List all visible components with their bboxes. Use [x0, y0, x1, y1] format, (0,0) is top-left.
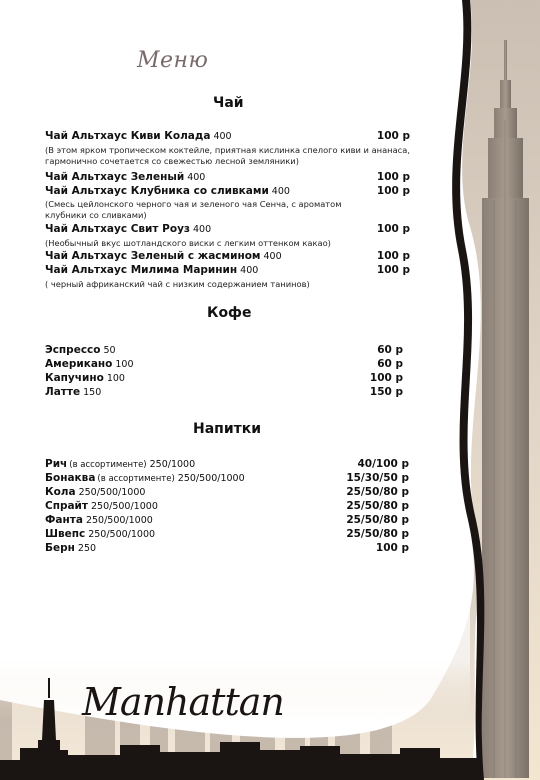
- item-price: 100 р: [369, 372, 403, 384]
- item-size: 400: [263, 251, 282, 262]
- item-name: Американо: [45, 358, 113, 370]
- item-price: 60 р: [377, 358, 403, 370]
- item-price: 100 р: [376, 130, 410, 142]
- menu-item: [45, 372, 403, 385]
- item-name: Бонаква: [45, 472, 96, 484]
- menu-item: [45, 250, 410, 263]
- menu-item: [45, 223, 410, 236]
- item-name: Фанта: [45, 514, 83, 526]
- item-price: 150 р: [369, 386, 403, 398]
- item-name: Капучино: [45, 372, 104, 384]
- item-size: 400: [193, 224, 212, 235]
- item-price: 25/50/80 р: [346, 514, 409, 526]
- item-size: 100: [106, 373, 125, 384]
- item-name: Чай Альтхаус Клубника со сливками: [45, 185, 269, 197]
- item-size: 250/500/1000: [177, 473, 245, 484]
- item-price: 100 р: [376, 264, 410, 276]
- item-price: 25/50/80 р: [346, 528, 409, 540]
- item-price: 100 р: [376, 185, 410, 197]
- item-price: 25/50/80 р: [346, 500, 409, 512]
- item-name: Латте: [45, 386, 81, 398]
- item-name: Кола: [45, 486, 76, 498]
- menu-item: [45, 542, 409, 555]
- item-size: 250: [77, 543, 97, 554]
- menu-item: [45, 344, 403, 357]
- menu-item: [45, 264, 410, 277]
- menu-item: [45, 185, 410, 198]
- item-price: 100 р: [375, 542, 409, 554]
- item-price: 25/50/80 р: [346, 486, 409, 498]
- item-description: (В этом ярком тропическом коктейле, приятная кислинка спелого киви и ананаса, гармонично сочетается со свежестью лесной земляники): [45, 145, 410, 166]
- menu-item: [45, 171, 410, 184]
- menu-item: [45, 386, 403, 399]
- item-name: Чай Альтхаус Зеленый с жасмином: [45, 250, 261, 262]
- item-price: 100 р: [376, 171, 410, 183]
- item-size: 250/500/1000: [78, 487, 146, 498]
- item-price: 40/100 р: [357, 458, 409, 470]
- item-name: Швепс: [45, 528, 86, 540]
- item-size: 250/500/1000: [85, 515, 153, 526]
- item-name: Чай Альтхаус Зеленый: [45, 171, 185, 183]
- coffee-heading: Кофе: [207, 305, 252, 321]
- item-size: 400: [187, 172, 206, 183]
- menu-item: [45, 130, 410, 143]
- item-size: 400: [213, 131, 232, 142]
- item-size: 250/500/1000: [88, 529, 156, 540]
- item-name: Берн: [45, 542, 75, 554]
- item-description: ( черный африканский чай с низким содержанием танинов): [45, 279, 310, 289]
- item-size: 250/1000: [149, 459, 196, 470]
- menu-item: [45, 472, 409, 485]
- item-size: 150: [83, 387, 102, 398]
- item-name: Чай Альтхаус Киви Колада: [45, 130, 211, 142]
- item-note: (в ассортименте): [97, 474, 175, 484]
- item-size: 400: [271, 186, 290, 197]
- item-price: 100 р: [376, 250, 410, 262]
- item-name: Рич: [45, 458, 68, 470]
- item-description: (Необычный вкус шотландского виски с легким оттенком какао): [45, 238, 331, 248]
- item-name: Чай Альтхаус Свит Роуз: [45, 223, 191, 235]
- menu-item: [45, 500, 409, 513]
- item-size: 250/500/1000: [91, 501, 158, 512]
- item-note: (в ассортименте): [69, 460, 147, 470]
- menu-item: [45, 458, 409, 471]
- menu-item: [45, 486, 409, 499]
- item-name: Чай Альтхаус Милима Маринин: [45, 264, 238, 276]
- city-label: Manhattan: [82, 680, 284, 724]
- menu-title: Меню: [137, 48, 209, 73]
- item-size: 50: [103, 345, 116, 356]
- menu-item: [45, 358, 403, 371]
- item-size: 400: [240, 265, 259, 276]
- menu-item: [45, 528, 409, 541]
- item-size: 100: [115, 359, 134, 370]
- tea-heading: Чай: [213, 95, 244, 111]
- item-price: 100 р: [376, 223, 410, 235]
- item-price: 15/30/50 р: [346, 472, 409, 484]
- item-name: Спрайт: [45, 500, 89, 512]
- drinks-heading: Напитки: [193, 421, 262, 437]
- menu-item: [45, 514, 409, 527]
- item-description: (Смесь цейлонского черного чая и зеленого чая Сенча, с ароматом клубники со сливками): [45, 199, 342, 220]
- item-price: 60 р: [377, 344, 403, 356]
- item-name: Эспрессо: [45, 344, 101, 356]
